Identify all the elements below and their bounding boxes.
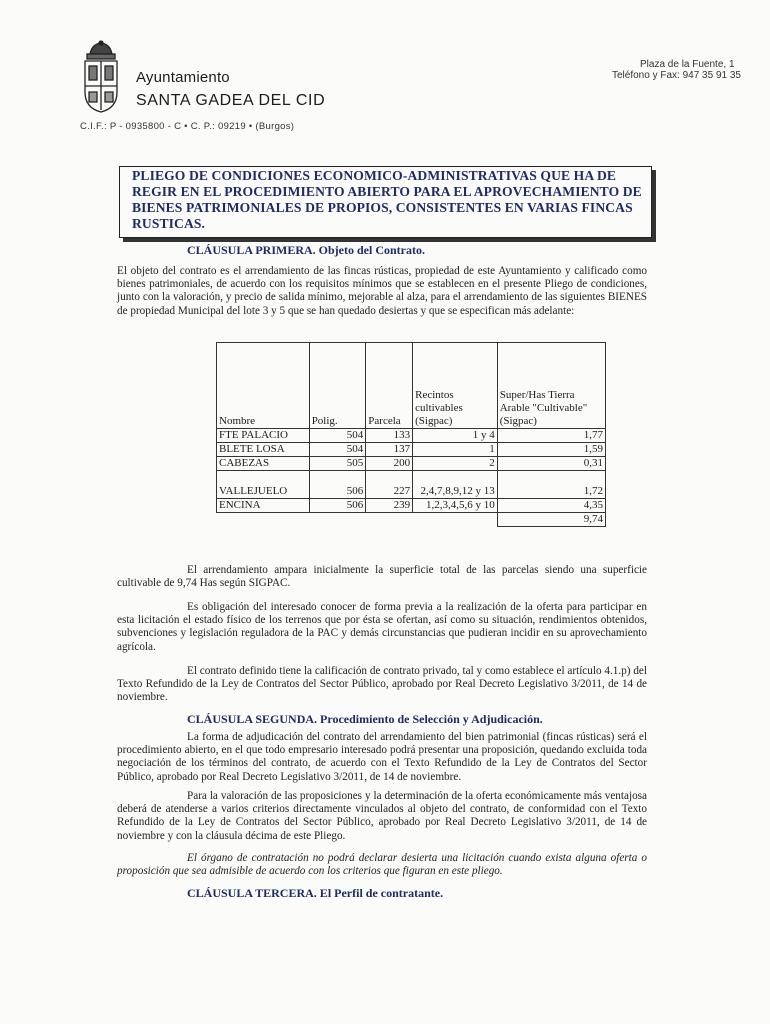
table-header-row bbox=[217, 343, 606, 429]
cell-name: VALLEJUELO bbox=[217, 471, 310, 499]
table-total-row bbox=[217, 513, 606, 527]
table-total: 9,74 bbox=[497, 513, 605, 527]
table-row bbox=[217, 471, 606, 499]
cell-polig: 506 bbox=[309, 499, 366, 513]
cell-polig: 506 bbox=[309, 471, 366, 499]
cell-polig: 504 bbox=[309, 429, 366, 443]
table-row bbox=[217, 429, 606, 443]
cell-parcela: 227 bbox=[366, 471, 413, 499]
cif-line: C.I.F.: P - 0935800 - C • C. P.: 09219 • (Burgos) bbox=[80, 121, 295, 132]
cell-recintos: 1,2,3,4,5,6 y 10 bbox=[413, 499, 498, 513]
parcels-table bbox=[216, 342, 606, 527]
cell-polig: 505 bbox=[309, 457, 366, 471]
coat-of-arms-icon bbox=[80, 40, 122, 116]
table-row bbox=[217, 499, 606, 513]
clause-2-paragraph-2: Para la valoración de las proposiciones y la determinación de la oferta económicamente más ventajosa deberá de atenderse a varios criterios directamente vinculados al objeto del contrato, de conformidad con el Texto Refundido de la Ley de Contratos del Sector Público, aprobado por Real Decreto Legislativo 3/2011, de 14 de noviembre y con la cláusula décima de este Pliego. bbox=[117, 790, 647, 842]
table-row bbox=[217, 443, 606, 457]
clause-1-paragraph-3: Es obligación del interesado conocer de forma previa a la realización de la oferta para participar en esta licitación el estado físico de los terrenos que por ésta se ofertan, así como su situación, rendimientos obtenidos, subvenciones y legislación reguladora de la PAC y demás circunstancias que pudieran incidir en su aprovechamiento agrícola. bbox=[117, 601, 647, 653]
cell-parcela: 137 bbox=[366, 443, 413, 457]
clause-2-paragraph-1: La forma de adjudicación del contrato del arrendamiento del bien patrimonial (fincas rústicas) será el procedimiento abierto, en el que todo empresario interesado podrá presentar una proposición, quedando excluida toda negociación de los términos del contrato, de acuerdo con el Texto Refundido de la Ley de Contratos del Sector Público, aprobado por Real Decreto Legislativo 3/2011, de 14 de noviembre. bbox=[117, 731, 647, 783]
header-parcela: Parcela bbox=[366, 343, 413, 429]
header-name: Nombre bbox=[217, 343, 310, 429]
cell-recintos: 2 bbox=[413, 457, 498, 471]
cell-superficie: 1,77 bbox=[497, 429, 605, 443]
address: Plaza de la Fuente, 1 bbox=[640, 59, 735, 70]
phone-fax: Teléfono y Fax: 947 35 91 35 bbox=[612, 70, 741, 81]
cell-recintos: 1 y 4 bbox=[413, 429, 498, 443]
document-title: PLIEGO DE CONDICIONES ECONOMICO-ADMINISTRATIVAS QUE HA DE REGIR EN EL PROCEDIMIENTO ABIERTO PARA EL APROVECHAMIENTO DE BIENES PATRIMONIALES DE PROPIOS, CONSISTENTES EN VARIAS FINCAS RUSTICAS. bbox=[132, 168, 642, 231]
cell-superficie: 0,31 bbox=[497, 457, 605, 471]
cell-polig: 504 bbox=[309, 443, 366, 457]
header-superficie: Super/Has Tierra Arable "Cultivable"(Sigpac) bbox=[497, 343, 605, 429]
header-recintos: Recintos cultivables (Sigpac) bbox=[413, 343, 498, 429]
cell-parcela: 133 bbox=[366, 429, 413, 443]
cell-parcela: 200 bbox=[366, 457, 413, 471]
clause-2-paragraph-3: El órgano de contratación no podrá declarar desierta una licitación cuando exista alguna oferta o proposición que sea admisible de acuerdo con los criterios que figuran en este pliego. bbox=[117, 852, 647, 878]
total-spacer bbox=[309, 513, 366, 527]
header-polig: Polig. bbox=[309, 343, 366, 429]
cell-parcela: 239 bbox=[366, 499, 413, 513]
cell-name: BLETE LOSA bbox=[217, 443, 310, 457]
cell-superficie: 1,59 bbox=[497, 443, 605, 457]
town-name: SANTA GADEA DEL CID bbox=[136, 92, 326, 109]
total-spacer bbox=[413, 513, 498, 527]
clause-1-heading: CLÁUSULA PRIMERA. Objeto del Contrato. bbox=[187, 243, 425, 257]
clause-1-paragraph-1: El objeto del contrato es el arrendamiento de las fincas rústicas, propiedad de este Ayuntamiento y calificado como bienes patrimoniales, de acuerdo con los requisitos mínimos que se establecen en el presente Pliego de condiciones, junto con la valoración, y precio de salida mínimo, mejorable al alza, para el arrendamiento de las siguientes BIENES de propiedad Municipal del lote 3 y 5 que se han quedado desiertas y que se especifican más adelante: bbox=[117, 265, 647, 317]
cell-recintos: 2,4,7,8,9,12 y 13 bbox=[413, 471, 498, 499]
table-row bbox=[217, 457, 606, 471]
cell-name: CABEZAS bbox=[217, 457, 310, 471]
total-spacer bbox=[217, 513, 310, 527]
cell-name: FTE PALACIO bbox=[217, 429, 310, 443]
cell-superficie: 4,35 bbox=[497, 499, 605, 513]
clause-3-heading: CLÁUSULA TERCERA. El Perfil de contratante. bbox=[187, 886, 444, 900]
entity-name: Ayuntamiento bbox=[136, 69, 230, 86]
cell-name: ENCINA bbox=[217, 499, 310, 513]
clause-1-paragraph-2: El arrendamiento ampara inicialmente la superficie total de las parcelas siendo una superficie cultivable de 9,74 Has según SIGPAC. bbox=[117, 564, 647, 590]
cell-superficie: 1,72 bbox=[497, 471, 605, 499]
clause-2-heading: CLÁUSULA SEGUNDA. Procedimiento de Selección y Adjudicación. bbox=[187, 712, 543, 726]
cell-recintos: 1 bbox=[413, 443, 498, 457]
total-spacer bbox=[366, 513, 413, 527]
clause-1-paragraph-4: El contrato definido tiene la calificación de contrato privado, tal y como establece el artículo 4.1.p) del Texto Refundido de la Ley de Contratos del Sector Público, aprobado por Real Decreto Legislativo 3/2011, de 14 de noviembre. bbox=[117, 665, 647, 704]
